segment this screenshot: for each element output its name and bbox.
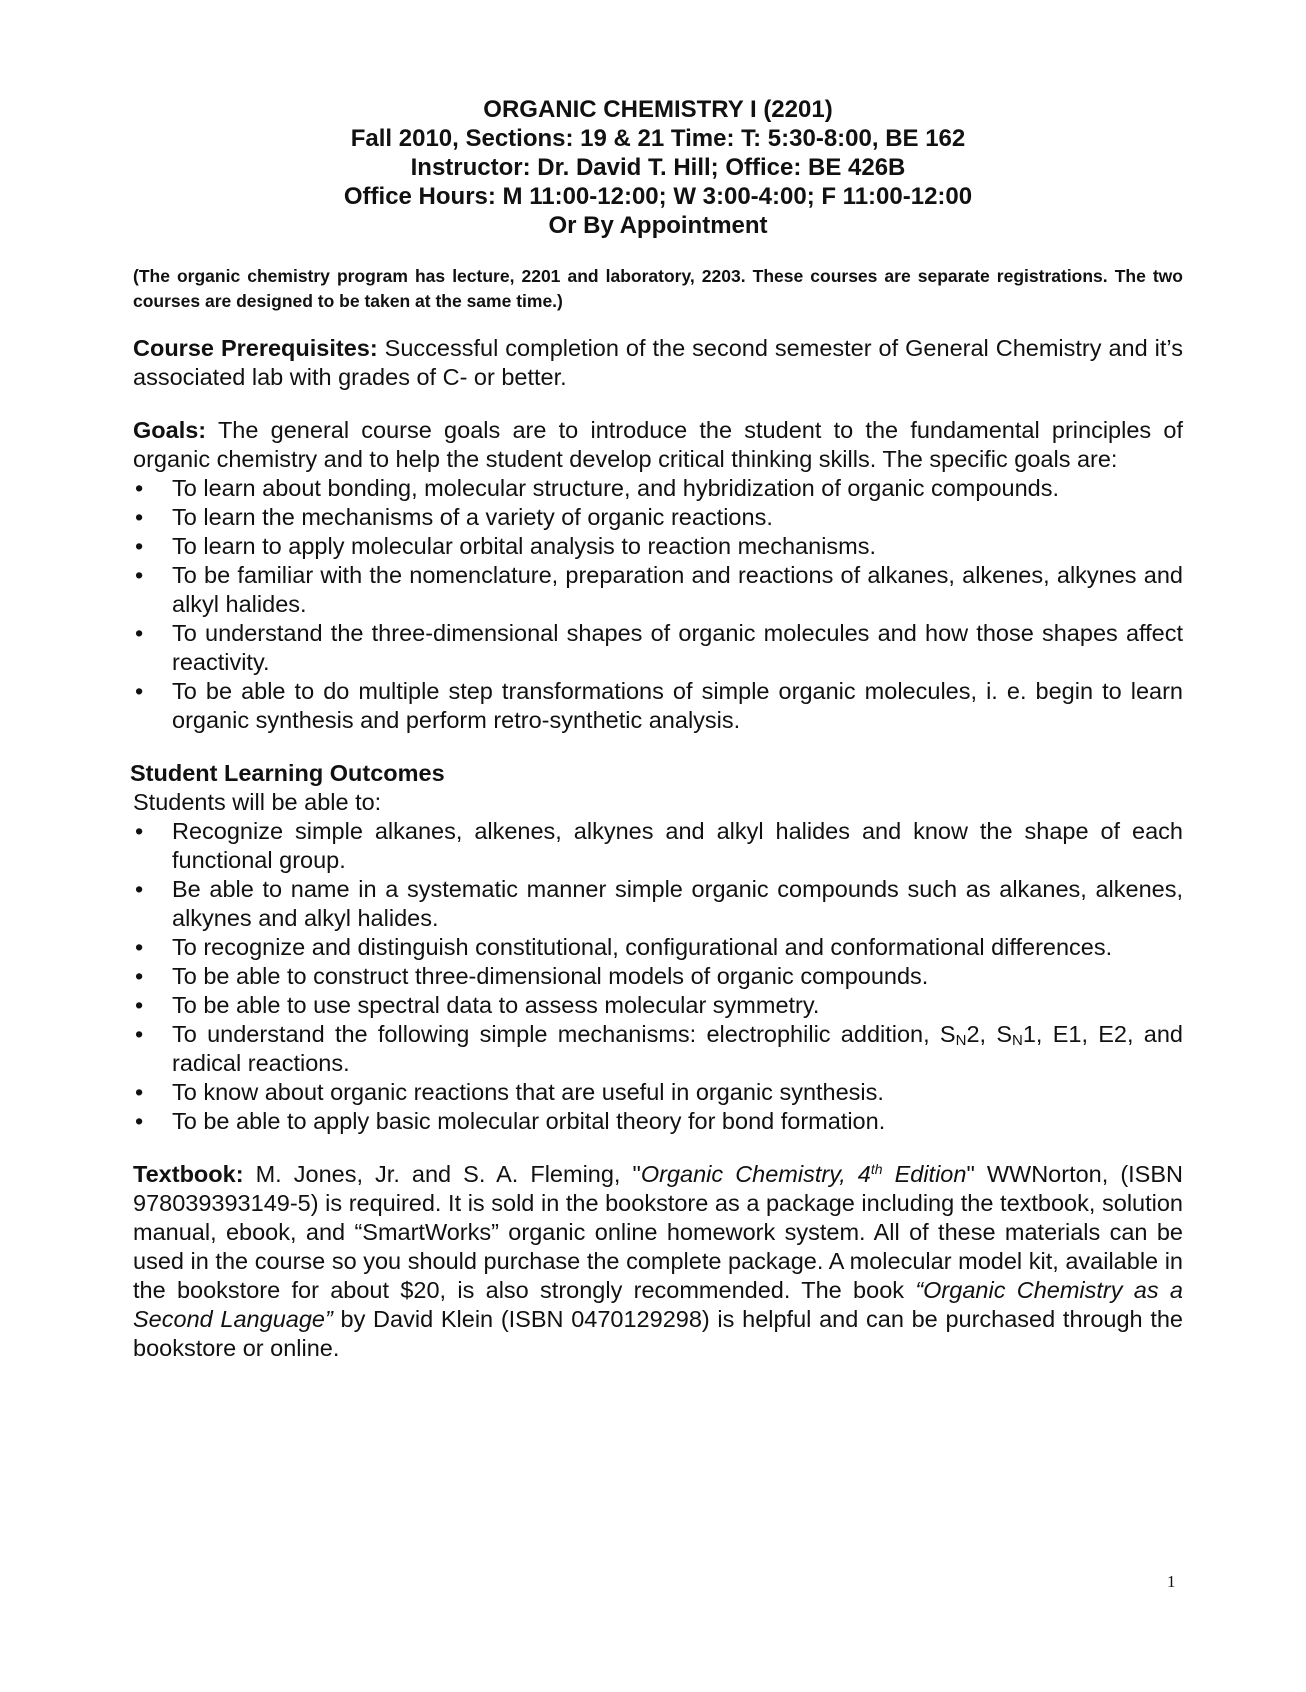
list-item: • To understand the three-dimensional shapes of organic molecules and how those shapes affect reactivity. xyxy=(135,620,1183,675)
document-page xyxy=(130,95,1183,1363)
list-item: • Be able to name in a systematic manner simple organic compounds such as alkanes, alkenes, alkynes and alkyl halides. xyxy=(135,876,1183,931)
page-number: 1 xyxy=(1167,1572,1176,1591)
list-item-mechanisms: • To understand the following simple mechanisms: electrophilic addition, $S_N2$, $S_N1$, E1, E2, and radical reactions. xyxy=(135,1021,1183,1076)
list-item: • To be able to apply basic molecular orbital theory for bond formation. xyxy=(135,1108,886,1134)
bullet-icon: • xyxy=(135,475,144,501)
course-title: ORGANIC CHEMISTRY I (2201) xyxy=(483,96,833,123)
goals-paragraph xyxy=(133,416,1183,474)
bullet-icon: • xyxy=(135,504,144,530)
bullet-icon: • xyxy=(135,992,144,1018)
textbook-paragraph: Textbook: M. Jones, Jr. and S. A. Fleming, "Organic Chemistry, 4th Edition" WWNorton, (ISBN 978039393149-5) is required. It is sold in the bookstore as a package including the textbook, solution manual, ebook, and “SmartWorks” organic online homework system. All of these materials can be used in the course so you should purchase the complete package. A molecular model kit, available in the bookstore for about $20, is also strongly recommended. The book “Organic Chemistry as a Second Language” by David Klein (ISBN 0470129298) is helpful and can be purchased through the bookstore or online. xyxy=(133,1161,1183,1361)
outcomes-intro: Students will be able to: xyxy=(133,789,382,815)
textbook-label: Textbook: xyxy=(133,1161,244,1187)
bullet-icon: • xyxy=(135,934,144,960)
bullet-icon: • xyxy=(135,818,144,844)
goals-text: The general course goals are to introduce the student to the fundamental principles of organic chemistry and to help the student develop critical thinking skills. The specific goals are: xyxy=(133,417,1183,472)
goals-label: Goals: xyxy=(133,417,207,443)
list-item: • To learn the mechanisms of a variety of organic reactions. xyxy=(135,504,773,530)
outcomes-heading: Student Learning Outcomes xyxy=(130,760,445,786)
list-item: • To be able to use spectral data to assess molecular symmetry. xyxy=(135,992,820,1018)
course-header xyxy=(133,95,1183,240)
textbook-title: Organic Chemistry, 4th Edition xyxy=(640,1161,967,1187)
list-item: • To be familiar with the nomenclature, preparation and reactions of alkanes, alkenes, alkynes and alkyl halides. xyxy=(135,562,1183,617)
course-schedule: Fall 2010, Sections: 19 & 21 Time: T: 5:30-8:00, BE 162 xyxy=(350,125,966,152)
prerequisites-label: Course Prerequisites: xyxy=(133,335,378,361)
appointment-note: Or By Appointment xyxy=(548,212,768,239)
bullet-icon: • xyxy=(135,533,144,559)
office-hours: Office Hours: M 11:00-12:00; W 3:00-4:00; F 11:00-12:00 xyxy=(343,183,973,210)
list-item: • To be able to do multiple step transformations of simple organic molecules, i. e. begin to learn organic synthesis and perform retro-synthetic analysis. xyxy=(135,678,1183,733)
bullet-icon: • xyxy=(135,620,144,646)
outcomes-list xyxy=(133,817,1183,1136)
bullet-icon: • xyxy=(135,1079,144,1105)
list-item: • Recognize simple alkanes, alkenes, alkynes and alkyl halides and know the shape of each functional group. xyxy=(135,818,1183,873)
bullet-icon: • xyxy=(135,876,144,902)
list-item: • To recognize and distinguish constitutional, configurational and conformational differences. xyxy=(135,934,1113,960)
list-item: • To learn about bonding, molecular structure, and hybridization of organic compounds. xyxy=(135,475,1059,501)
list-item: • To be able to construct three-dimensional models of organic compounds. xyxy=(135,963,929,989)
bullet-icon: • xyxy=(135,1108,144,1134)
supplementary-book-title: “Organic Chemistry as a Second Language” xyxy=(133,1277,1183,1332)
instructor-info: Instructor: Dr. David T. Hill; Office: BE 426B xyxy=(410,154,906,181)
prerequisites-text: Successful completion of the second semester of General Chemistry and it’s associated lab with grades of C- or better. xyxy=(133,335,1183,390)
registration-note: (The organic chemistry program has lecture, 2201 and laboratory, 2203. These courses are separate registrations. The two courses are designed to be taken at the same time.) xyxy=(133,266,1183,311)
bullet-icon: • xyxy=(135,963,144,989)
bullet-icon: • xyxy=(135,562,144,588)
list-item: • To learn to apply molecular orbital analysis to reaction mechanisms. xyxy=(135,533,877,559)
bullet-icon: • xyxy=(135,1021,144,1047)
list-item: • To know about organic reactions that are useful in organic synthesis. xyxy=(135,1079,884,1105)
prerequisites-paragraph xyxy=(133,334,1183,392)
bullet-icon: • xyxy=(135,678,144,704)
goals-list xyxy=(133,474,1183,735)
